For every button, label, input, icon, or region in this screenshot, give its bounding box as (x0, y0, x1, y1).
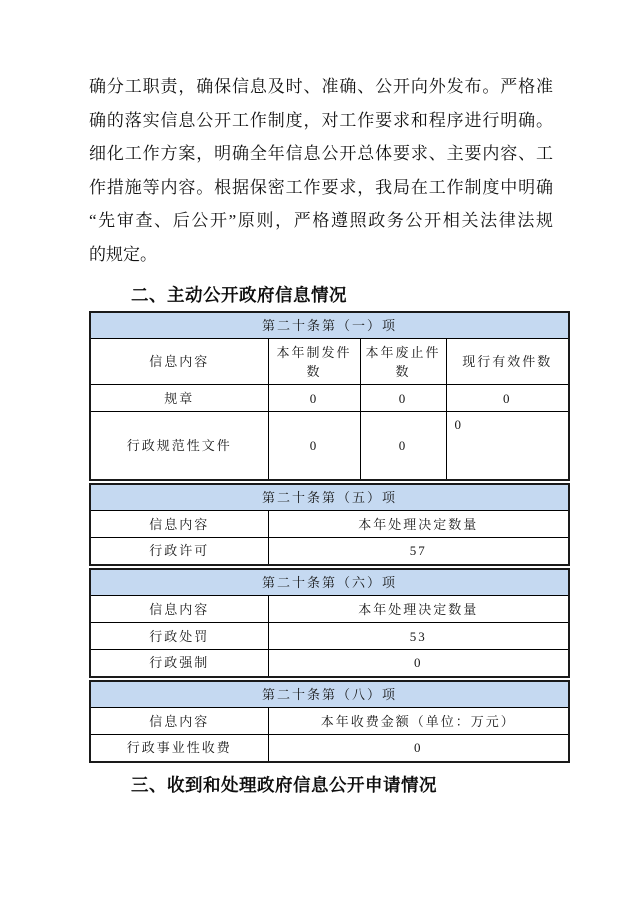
column-header-cell: 现行有效件数 (446, 339, 569, 385)
table-article20-item5 (89, 483, 570, 566)
value-cell: 0 (360, 412, 446, 480)
paragraph-line: 作措施等内容。根据保密工作要求，我局在工作制度中明确 (89, 177, 553, 197)
row-label-cell: 行政规范性文件 (90, 412, 268, 480)
paragraph-line: 确的落实信息公开工作制度，对工作要求和程序进行明确。 (89, 110, 553, 130)
body-paragraph (89, 70, 553, 272)
value-cell: 0 (446, 385, 569, 412)
section-heading-request-handling: 三、收到和处理政府信息公开申请情况 (131, 774, 437, 795)
paragraph-line: 的规定。 (89, 244, 157, 264)
table-header-row (90, 596, 569, 623)
column-header-cell: 本年制发件数 (268, 339, 360, 385)
table-title-row (90, 312, 569, 339)
paragraph-line: 确分工职责，确保信息及时、准确、公开向外发布。严格准 (89, 77, 553, 96)
column-header-cell: 本年废止件数 (360, 339, 446, 385)
table-row (90, 623, 569, 650)
row-label-cell: 行政处罚 (90, 623, 268, 650)
row-label-cell: 规章 (90, 385, 268, 412)
column-header-cell: 本年处理决定数量 (268, 511, 569, 538)
column-header-cell: 信息内容 (90, 511, 268, 538)
table-article20-item6 (89, 568, 570, 678)
table-row (90, 538, 569, 565)
table-row (90, 412, 569, 480)
value-cell: 0 (268, 735, 569, 762)
value-cell: 0 (268, 385, 360, 412)
table-title: 第二十条第（五）项 (90, 484, 569, 511)
table-header-row (90, 708, 569, 735)
column-header-cell: 信息内容 (90, 596, 268, 623)
value-cell: 0 (268, 650, 569, 677)
table-row (90, 385, 569, 412)
column-header-cell: 信息内容 (90, 708, 268, 735)
value-cell: 53 (268, 623, 569, 650)
value-cell: 57 (268, 538, 569, 565)
table-article20-item8 (89, 680, 570, 763)
page-content (89, 70, 568, 795)
paragraph-line: “先审查、后公开”原则，严格遵照政务公开相关法律法规 (89, 211, 553, 231)
paragraph-line: 细化工作方案，明确全年信息公开总体要求、主要内容、工 (89, 144, 553, 164)
value-cell: 0 (360, 385, 446, 412)
row-label-cell: 行政许可 (90, 538, 268, 565)
column-header-cell: 本年处理决定数量 (268, 596, 569, 623)
table-row (90, 735, 569, 762)
table-row (90, 650, 569, 677)
value-cell: 0 (446, 412, 569, 480)
table-title: 第二十条第（六）项 (90, 569, 569, 596)
row-label-cell: 行政事业性收费 (90, 735, 268, 762)
table-article20-item1 (89, 311, 570, 481)
table-header-row (90, 339, 569, 385)
table-header-row (90, 511, 569, 538)
column-header-cell: 信息内容 (90, 339, 268, 385)
table-title-row (90, 484, 569, 511)
row-label-cell: 行政强制 (90, 650, 268, 677)
value-cell: 0 (268, 412, 360, 480)
table-title-row (90, 569, 569, 596)
table-title: 第二十条第（一）项 (90, 312, 569, 339)
table-title-row (90, 681, 569, 708)
column-header-cell: 本年收费金额（单位：万元） (268, 708, 569, 735)
table-title: 第二十条第（八）项 (90, 681, 569, 708)
section-heading-proactive-disclosure: 二、主动公开政府信息情况 (131, 284, 347, 305)
